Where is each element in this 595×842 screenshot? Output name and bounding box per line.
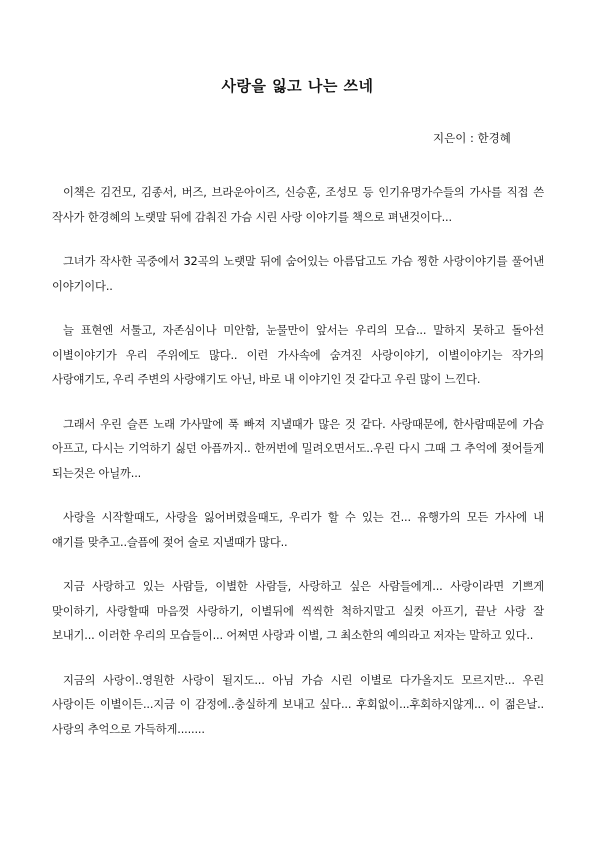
paragraph: 지금 사랑하고 있는 사람들, 이별한 사람들, 사랑하고 싶은 사람들에게... 사랑이라면 기쁘게 맞이하기, 사랑할때 마음껏 사랑하기, 이별뒤에 씩씩한 척하지말고 실컷 아프기, 끝난 사랑 잘 보내기... 이러한 우리의 모습들이... 어쩌면 사랑과 이별, 그 최소한의 예의라고 저자는 말하고 있다.. xyxy=(52,580,544,642)
document-title: 사랑을 잃고 나는 쓰네 xyxy=(221,77,374,95)
document-body xyxy=(52,181,544,762)
paragraph: 사랑을 시작할때도, 사랑을 잃어버렸을때도, 우리가 할 수 있는 건... 유행가의 모든 가사에 내 얘기를 맞추고..슬픔에 젖어 술로 지낼때가 많다.. xyxy=(52,511,544,549)
paragraph: 그녀가 작사한 곡중에서 32곡의 노랫말 뒤에 숨어있는 아름답고도 가슴 찡한 사랑이야기를 풀어낸 이야기이다.. xyxy=(52,255,544,293)
paragraph: 이책은 김건모, 김종서, 버즈, 브라운아이즈, 신승훈, 조성모 등 인기유명가수들의 가사를 직접 쓴 작사가 한경혜의 노랫말 뒤에 감춰진 가슴 시린 사랑 이야기를 책으로 펴낸것이다... xyxy=(52,186,544,224)
author-line: 지은이 : 한경혜 xyxy=(433,131,511,145)
paragraph: 그래서 우린 슬픈 노래 가사말에 푹 빠져 지낼때가 많은 것 같다. 사랑때문에, 한사람때문에 가슴 아프고, 다시는 기억하기 싫던 아픔까지.. 한꺼번에 밀려오면서도..우린 다시 그때 그 추억에 젖어들게 되는것은 아닐까... xyxy=(52,417,544,480)
paragraph: 지금의 사랑이..영원한 사랑이 될지도... 아님 가슴 시린 이별로 다가올지도 모르지만... 우린 사랑이든 이별이든...지금 이 감정에..충실하게 보내고 싶다... 후회없이...후회하지않게... 이 젊은날.. 사랑의 추억으로 가득하게........ xyxy=(52,673,544,736)
paragraph: 늘 표현엔 서툴고, 자존심이나 미안함, 눈물만이 앞서는 우리의 모습... 말하지 못하고 돌아선 이별이야기가 우리 주위에도 많다.. 이런 가사속에 숨겨진 사랑이야기, 이별이야기는 작가의 사랑얘기도, 우리 주변의 사랑얘기도 아닌, 바로 내 이야기인 것 같다고 우린 많이 느낀다. xyxy=(52,324,544,386)
